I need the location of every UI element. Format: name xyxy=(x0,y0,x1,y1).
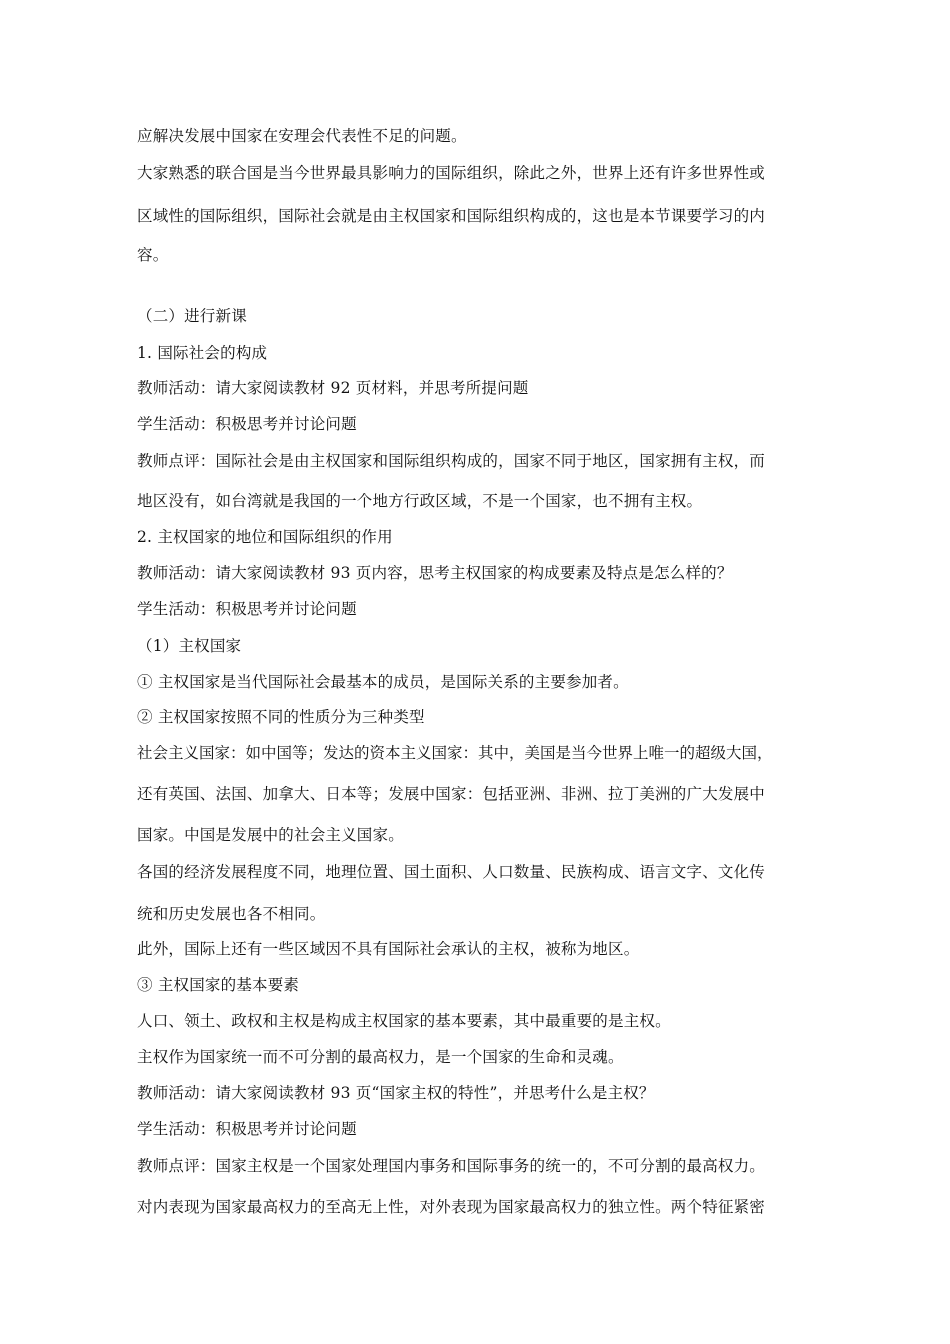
text-line: 统和历史发展也各不相同。 xyxy=(137,905,326,923)
text-line: ③ 主权国家的基本要素 xyxy=(137,976,300,994)
text-line: 教师点评：国际社会是由主权国家和国际组织构成的，国家不同于地区，国家拥有主权，而 xyxy=(137,452,766,470)
text-line: 教师活动：请大家阅读教材 93 页内容，思考主权国家的构成要素及特点是怎么样的？ xyxy=(137,564,733,582)
text-line: 各国的经济发展程度不同，地理位置、国土面积、人口数量、民族构成、语言文字、文化传 xyxy=(137,863,766,881)
text-line: 学生活动：积极思考并讨论问题 xyxy=(137,600,357,618)
text-line: 容。 xyxy=(137,246,169,264)
section-heading: （二）进行新课 xyxy=(137,307,247,325)
subsection-heading: 1. 国际社会的构成 xyxy=(137,344,268,362)
text-line: 教师活动：请大家阅读教材 93 页“国家主权的特性”，并思考什么是主权？ xyxy=(137,1084,655,1102)
text-line: 教师活动：请大家阅读教材 92 页材料，并思考所提问题 xyxy=(137,379,529,397)
text-line: 区域性的国际组织，国际社会就是由主权国家和国际组织构成的，这也是本节课要学习的内 xyxy=(137,207,766,225)
text-line: 教师点评：国家主权是一个国家处理国内事务和国际事务的统一的，不可分割的最高权力。 xyxy=(137,1157,766,1175)
text-line: ① 主权国家是当代国际社会最基本的成员，是国际关系的主要参加者。 xyxy=(137,673,629,691)
text-line: 应解决发展中国家在安理会代表性不足的问题。 xyxy=(137,127,467,145)
text-line: 地区没有，如台湾就是我国的一个地方行政区域，不是一个国家，也不拥有主权。 xyxy=(137,492,703,510)
subsection-heading: 2. 主权国家的地位和国际组织的作用 xyxy=(137,528,393,546)
text-line: 此外，国际上还有一些区域因不具有国际社会承认的主权，被称为地区。 xyxy=(137,940,640,958)
text-line: 社会主义国家：如中国等；发达的资本主义国家：其中，美国是当今世界上唯一的超级大国， xyxy=(137,744,773,762)
text-line: 对内表现为国家最高权力的至高无上性，对外表现为国家最高权力的独立性。两个特征紧密 xyxy=(137,1198,766,1216)
text-line: 人口、领土、政权和主权是构成主权国家的基本要素，其中最重要的是主权。 xyxy=(137,1012,671,1030)
text-line: 还有英国、法国、加拿大、日本等；发展中国家：包括亚洲、非洲、拉丁美洲的广大发展中 xyxy=(137,785,766,803)
text-line: 大家熟悉的联合国是当今世界最具影响力的国际组织，除此之外，世界上还有许多世界性或 xyxy=(137,164,766,182)
text-line: ② 主权国家按照不同的性质分为三种类型 xyxy=(137,708,425,726)
text-line: 国家。中国是发展中的社会主义国家。 xyxy=(137,826,404,844)
text-line: 学生活动：积极思考并讨论问题 xyxy=(137,1120,357,1138)
text-line: 学生活动：积极思考并讨论问题 xyxy=(137,415,357,433)
text-line: 主权作为国家统一而不可分割的最高权力，是一个国家的生命和灵魂。 xyxy=(137,1048,624,1066)
text-line: （1）主权国家 xyxy=(137,637,242,655)
